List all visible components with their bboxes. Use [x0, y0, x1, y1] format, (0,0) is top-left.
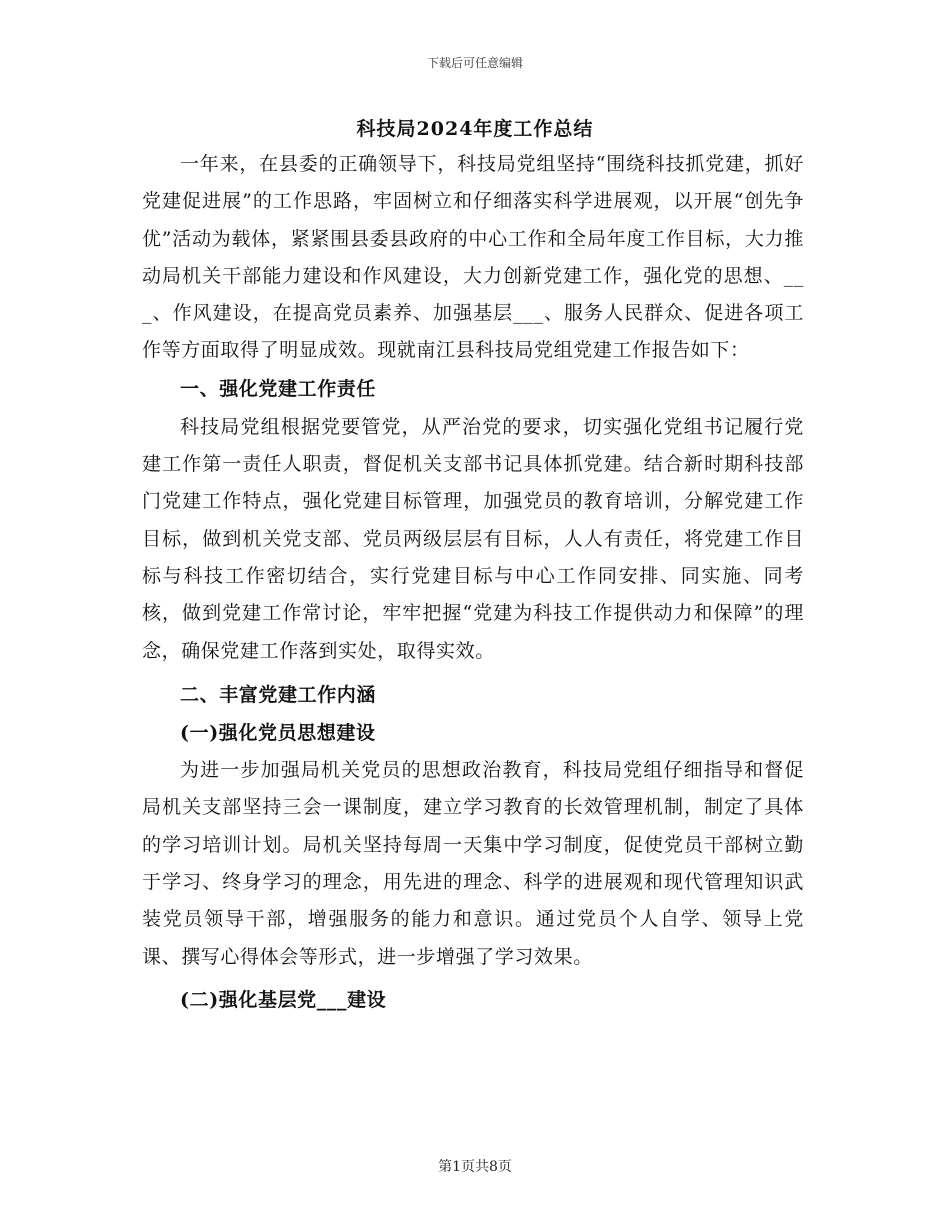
page-number: 第1页共8页	[438, 1159, 512, 1175]
header-note: 下载后可任意编辑	[426, 56, 523, 70]
section-1-heading: 一、强化党建工作责任	[180, 377, 377, 400]
intro-paragraph: 一年来，在县委的正确领导下，科技局党组坚持“围绕科技抓党建，抓好党建促进展”的工作思路，牢固树立和仔细落实科学进展观，以开展“创先争优”活动为载体，紧紧围县委县政府的中心工作和全局年度工作目标，大力推动局机关干部能力建设和作风建设，大力创新党建工作，强化党的思想、___、作风建设，在提高党员素养、加强基层___、服务人民群众、促进各项工作等方面取得了明显成效。现就南江县科技局党组党建工作报告如下：	[142, 153, 804, 362]
section-1-paragraph: 科技局党组根据党要管党，从严治党的要求，切实强化党组书记履行党建工作第一责任人职责，督促机关支部书记具体抓党建。结合新时期科技部门党建工作特点，强化党建目标管理，加强党员的教育培训，分解党建工作目标，做到机关党支部、党员两级层层有目标，人人有责任，将党建工作目标与科技工作密切结合，实行党建目标与中心工作同安排、同实施、同考核，做到党建工作常讨论，牢牢把握“党建为科技工作提供动力和保障”的理念，确保党建工作落到实处，取得实效。	[142, 415, 804, 662]
section-2-heading: 二、丰富党建工作内涵	[180, 683, 377, 706]
subsection-1-heading: (一)强化党员思想建设	[180, 721, 376, 744]
document-body	[142, 146, 804, 1019]
subsection-2-heading: (二)强化基层党___建设	[180, 988, 387, 1011]
subsection-1-paragraph: 为进一步加强局机关党员的思想政治教育，科技局党组仔细指导和督促局机关支部坚持三会一课制度，建立学习教育的长效管理机制，制定了具体的学习培训计划。局机关坚持每周一天集中学习制度，促使党员干部树立勤于学习、终身学习的理念，用先进的理念、科学的进展观和现代管理知识武装党员领导干部，增强服务的能力和意识。通过党员个人自学、领导上党课、撰写心得体会等形式，进一步增强了学习效果。	[142, 759, 804, 968]
document-title: 科技局2024年度工作总结	[356, 118, 594, 140]
